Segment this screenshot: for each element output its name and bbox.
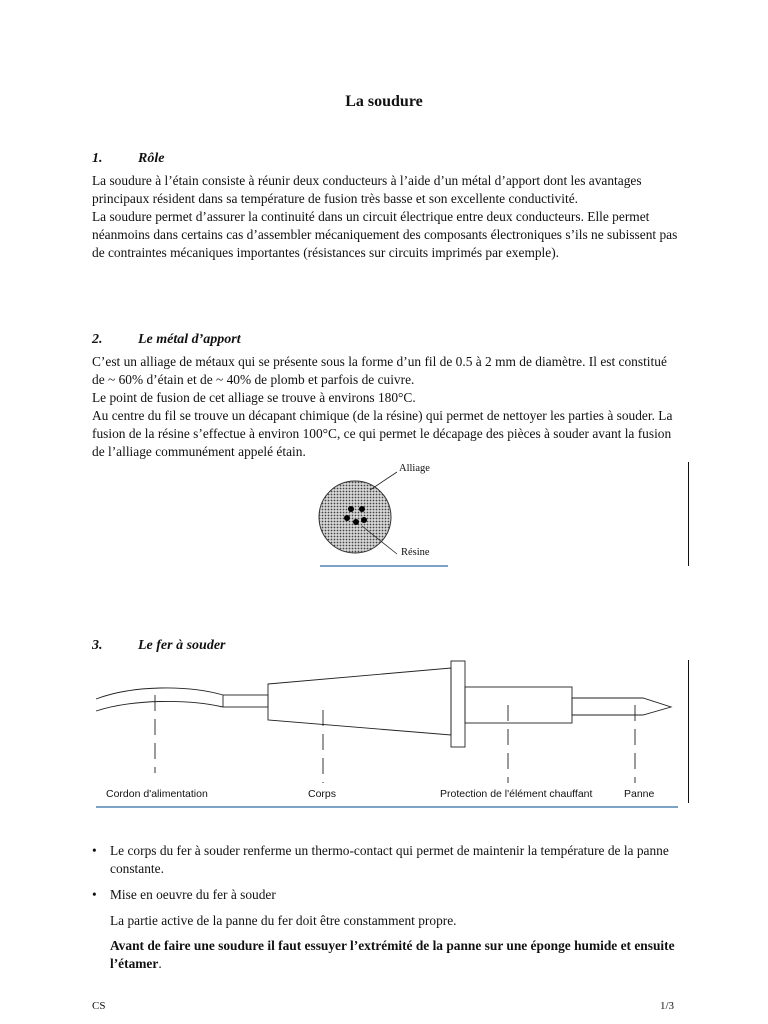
heating-element-protection — [465, 687, 572, 723]
resin-core-dot — [361, 517, 367, 523]
footer-left: CS — [92, 1000, 106, 1012]
power-cord-lower — [96, 701, 223, 711]
instruction-normal: La partie active de la panne du fer doit être constamment propre. — [110, 913, 457, 928]
section-number: 2. — [92, 332, 103, 347]
bullet-text: Le corps du fer à souder renferme un thermo-contact qui permet de maintenir la température de la panne constante. — [110, 843, 669, 876]
power-cord-upper — [96, 688, 223, 699]
paragraph: C’est un alliage de métaux qui se présente sous la forme d’un fil de 0.5 à 2 mm de diamètre. Il est constitué de ~ 60% d’étain et de ~ 40% de plomb et parfois de cuivre. — [92, 354, 667, 387]
bullet-icon: • — [92, 887, 97, 902]
bullet-text: Mise en oeuvre du fer à souder — [110, 887, 276, 902]
section-title: Le métal d’apport — [138, 332, 241, 347]
resin-core-dot — [348, 506, 354, 512]
resin-label: Résine — [401, 547, 430, 558]
iron-body — [268, 668, 451, 735]
instruction-block — [110, 937, 680, 973]
instruction-bold: Avant de faire une soudure il faut essuyer l’extrémité de la panne sur une éponge humide et ensuite l’étamer — [110, 938, 675, 971]
section-number: 1. — [92, 151, 103, 166]
power-cord-label: Cordon d'alimentation — [106, 788, 208, 800]
paragraph: La soudure à l’étain consiste à réunir deux conducteurs à l’aide d’un métal d’apport dont les avantages principaux résident dans sa température de fusion très basse et son excellente conductivité. — [92, 173, 642, 206]
cord-sleeve — [223, 695, 268, 707]
section-1-heading — [92, 151, 492, 169]
margin-bar — [688, 462, 689, 566]
page-title: La soudure — [345, 93, 423, 110]
paragraph: Le point de fusion de cet alliage se trouve à environs 180°C. — [92, 390, 416, 405]
page-number: 1/3 — [660, 1000, 675, 1012]
section-number: 3. — [92, 638, 103, 653]
protection-label: Protection de l'élément chauffant — [440, 788, 593, 800]
iron-guard — [451, 661, 465, 747]
section-2-body — [92, 353, 682, 461]
iron-tip — [572, 698, 671, 715]
paragraph: La soudure permet d’assurer la continuité dans un circuit électrique entre deux conducteurs. Elle permet néanmoins dans certains cas d’assembler mécaniquement des composants électroniques s’ils ne subissent pas de contraintes mécaniques importantes (résistances sur circuits imprimés par exemple). — [92, 209, 678, 260]
alloy-leader-line — [370, 472, 397, 490]
body-label: Corps — [308, 788, 337, 800]
resin-core-dot — [359, 506, 365, 512]
wire-alloy-circle — [319, 481, 391, 553]
tip-label: Panne — [624, 788, 655, 800]
paragraph: Au centre du fil se trouve un décapant chimique (de la résine) qui permet de nettoyer les parties à souder. La fusion de la résine s’effectue à environ 100°C, ce qui permet le décapage des pièces à souder avant la fusion de l’alliage communément appelé étain. — [92, 408, 673, 459]
margin-bar — [688, 660, 689, 803]
list-item — [92, 886, 692, 904]
alloy-label: Alliage — [399, 463, 430, 474]
list-item — [92, 842, 692, 878]
bullet-list — [92, 842, 692, 912]
section-2-heading — [92, 332, 492, 350]
solder-wire-figure — [300, 460, 460, 572]
resin-core-dot — [344, 515, 350, 521]
section-1-body — [92, 172, 682, 262]
resin-core-dot — [353, 519, 359, 525]
section-title: Rôle — [138, 151, 165, 166]
section-3-heading — [92, 638, 492, 656]
instruction-end: . — [158, 956, 162, 971]
bullet-icon: • — [92, 843, 97, 858]
section-title: Le fer à souder — [138, 638, 226, 653]
